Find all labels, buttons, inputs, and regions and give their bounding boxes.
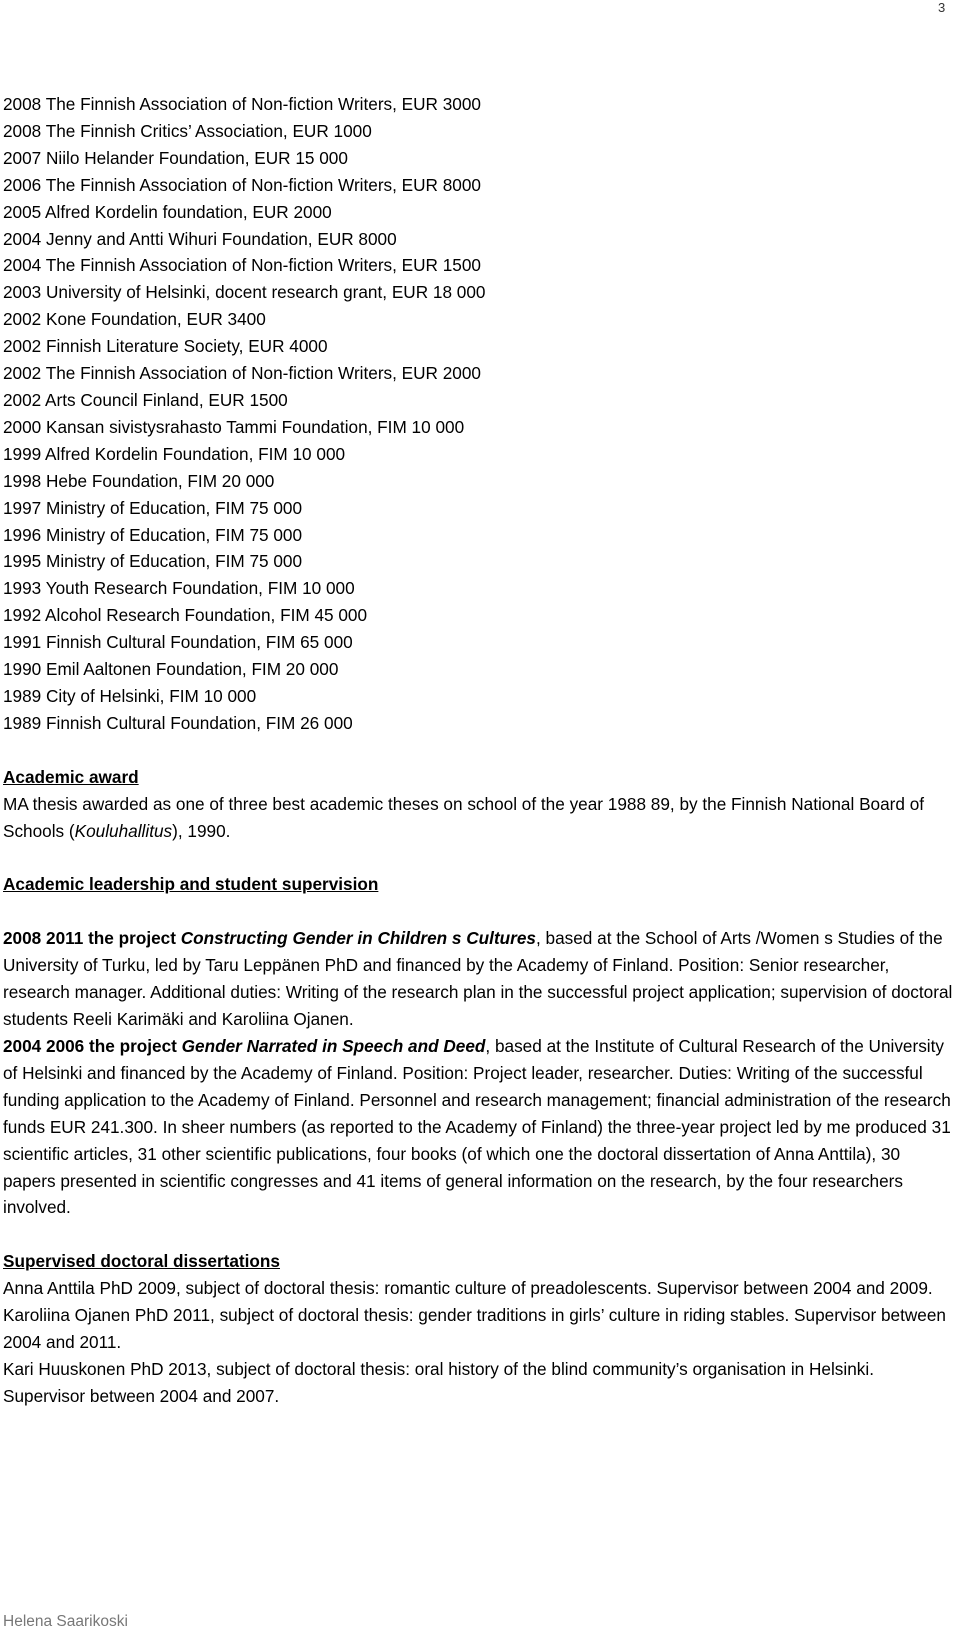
project-title: Constructing Gender in Children s Cultures [180, 928, 536, 949]
grant-item: 2004 The Finnish Association of Non-fiction Writers, EUR 1500 [3, 255, 481, 276]
dissertation-item: Kari Huuskonen PhD 2013, subject of doctoral thesis: oral history of the blind community’s organisation in Helsinki. Supervisor between 2004 and 2007. [3, 1358, 874, 1406]
grant-item: 1989 City of Helsinki, FIM 10 000 [3, 685, 257, 706]
spacer [3, 844, 958, 871]
dissertations-section [3, 1248, 958, 1409]
grant-item: 2008 The Finnish Association of Non-fiction Writers, EUR 3000 [3, 94, 481, 114]
grant-item: 2005 Alfred Kordelin foundation, EUR 2000 [3, 201, 332, 222]
grant-item: 1997 Ministry of Education, FIM 75 000 [3, 497, 303, 518]
grant-item: 2008 The Finnish Critics’ Association, EUR 1000 [3, 120, 372, 141]
project-description: , based at the Institute of Cultural Research of the University of Helsinki and financed by the Academy of Finland. Position: Project leader, researcher. Duties: Writing of the successful funding application to the Academy of Finland. Personnel and research management; financial administration of the research funds EUR 241.300. In sheer numbers (as reported to the Academy of Finland) the three-year project led by me produced 31 scientific articles, 31 other scientific publications, four books (of which one the doctoral dissertation of Anna Anttila), 30 papers presented in scientific congresses and 41 items of general information on the research, by the four researchers involved. [3, 1036, 951, 1218]
academic-award-text [3, 791, 956, 845]
grant-item: 2002 The Finnish Association of Non-fiction Writers, EUR 2000 [3, 363, 481, 384]
leadership-section [3, 871, 958, 1221]
project-entry [3, 925, 956, 1033]
grant-item: 2007 Niilo Helander Foundation, EUR 15 000 [3, 147, 348, 168]
grant-item: 1995 Ministry of Education, FIM 75 000 [3, 551, 303, 572]
page-number: 3 [938, 0, 946, 15]
project-entry [3, 1033, 956, 1221]
project-label: the project [84, 1036, 182, 1056]
grant-item: 2002 Kone Foundation, EUR 3400 [3, 309, 266, 330]
project-dates: 2008 2011 [3, 928, 84, 949]
academic-award-section [3, 764, 958, 845]
grant-item: 1992 Alcohol Research Foundation, FIM 45 000 [3, 605, 368, 626]
academic-award-heading: Academic award [3, 766, 139, 787]
spacer [3, 737, 958, 764]
grant-item: 2002 Finnish Literature Society, EUR 4000 [3, 336, 328, 357]
spacer [3, 1221, 958, 1248]
grant-item: 1990 Emil Aaltonen Foundation, FIM 20 000 [3, 659, 339, 680]
grant-item: 1991 Finnish Cultural Foundation, FIM 65 000 [3, 632, 353, 653]
footer-author: Helena Saarikoski [3, 1613, 128, 1630]
project-description: , based at the School of Arts /Women s Studies of the University of Turku, led by Taru Leppänen PhD and financed by the Academy of Finland. Position: Senior researcher, research manager. Additional duties: Writing of the research plan in the successful project application; supervision of doctoral students Reeli Karimäki and Karoliina Ojanen. [3, 928, 953, 1030]
document-body [3, 91, 958, 1410]
project-title: Gender Narrated in Speech and Deed [181, 1036, 486, 1056]
grant-item: 1996 Ministry of Education, FIM 75 000 [3, 524, 303, 545]
dissertation-item: Anna Anttila PhD 2009, subject of doctoral thesis: romantic culture of preadolescents. Supervisor between 2004 and 2009. [3, 1278, 933, 1299]
project-dates: 2004 2006 [3, 1036, 85, 1056]
grant-item: 2006 The Finnish Association of Non-fiction Writers, EUR 8000 [3, 174, 481, 195]
grant-item: 1998 Hebe Foundation, FIM 20 000 [3, 470, 275, 491]
award-text-before: MA thesis awarded as one of three best academic theses on school of the year 1988 89, by the Finnish National Board of Schools ( [3, 793, 925, 841]
project-label: the project [83, 928, 181, 949]
grant-item: 1999 Alfred Kordelin Foundation, FIM 10 000 [3, 443, 346, 464]
grant-item: 2002 Arts Council Finland, EUR 1500 [3, 389, 288, 410]
grant-item: 2004 Jenny and Antti Wihuri Foundation, EUR 8000 [3, 228, 397, 249]
spacer [3, 898, 958, 925]
grant-item: 2003 University of Helsinki, docent research grant, EUR 18 000 [3, 282, 486, 303]
grant-item: 1993 Youth Research Foundation, FIM 10 000 [3, 578, 355, 599]
award-italic-text: Kouluhallitus [74, 820, 173, 841]
leadership-heading: Academic leadership and student supervision [3, 874, 379, 895]
grant-item: 2000 Kansan sivistysrahasto Tammi Foundation, FIM 10 000 [3, 416, 465, 437]
award-text-after: ), 1990. [172, 820, 231, 841]
grant-item: 1989 Finnish Cultural Foundation, FIM 26 000 [3, 712, 353, 733]
dissertation-item: Karoliina Ojanen PhD 2011, subject of doctoral thesis: gender traditions in girls’ culture in riding stables. Supervisor between 2004 and 2011. [3, 1305, 946, 1353]
dissertations-heading: Supervised doctoral dissertations [3, 1251, 280, 1272]
grants-list [3, 91, 958, 737]
